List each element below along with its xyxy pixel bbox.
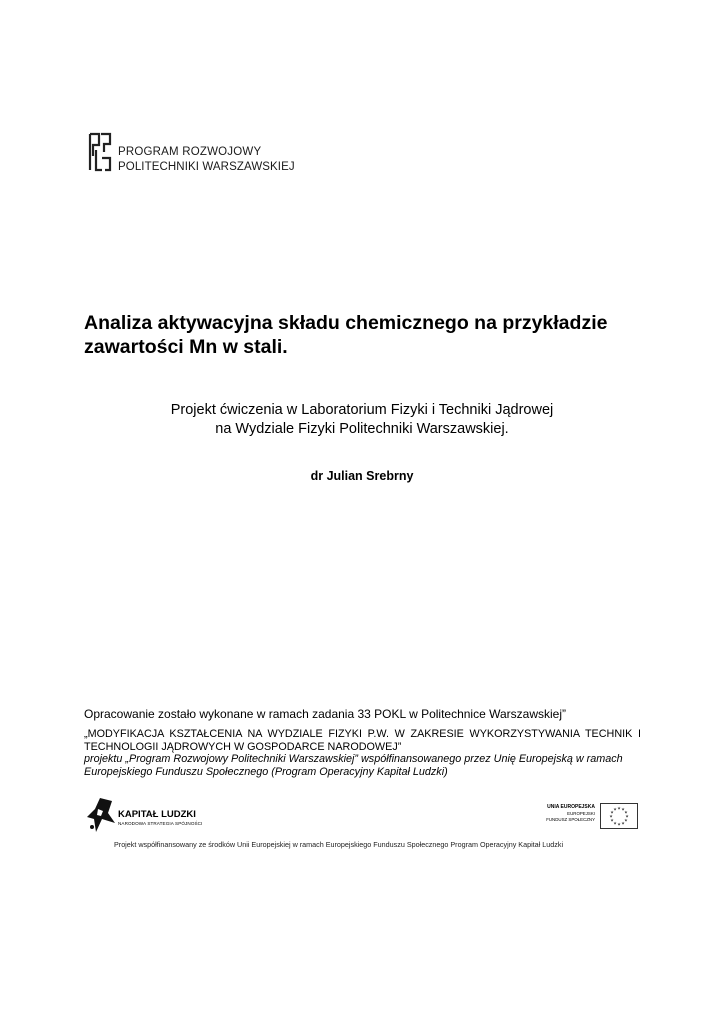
logo-line-1: PROGRAM ROZWOJOWY — [118, 146, 262, 158]
title-line-2: zawartości Mn w stali. — [84, 336, 288, 358]
project-caps-text: „MODYFIKACJA KSZTAŁCENIA NA WYDZIALE FIZYKI P.W. W ZAKRESIE WYKORZYSTYWANIA TECHNIK I TECHNOLOGII JĄDROWYCH W GOSPODARCE NARODOWEJ” — [84, 728, 641, 753]
document-author: dr Julian Srebrny — [310, 469, 414, 483]
kapital-ludzki-logo — [86, 797, 226, 837]
document-subtitle — [0, 401, 724, 439]
eu-star-icon: ★ — [613, 820, 617, 826]
project-description — [84, 728, 641, 778]
program-rozwojowy-logo — [88, 130, 295, 178]
eu-star-icon: ★ — [610, 817, 614, 823]
eu-line-3: FUNDUSZ SPOŁECZNY — [546, 817, 595, 822]
subtitle-line-2: na Wydziale Fizyki Politechniki Warszawskiej. — [215, 421, 509, 437]
eu-star-icon: ★ — [621, 806, 625, 812]
eu-star-icon: ★ — [624, 809, 628, 815]
eu-flag-icon — [600, 803, 638, 829]
kl-subtitle: NARODOWA STRATEGIA SPÓJNOŚCI — [118, 821, 203, 826]
cofinancing-statement: Projekt współfinansowany ze środków Unii Europejskiej w ramach Europejskiego Funduszu Społecznego Program Operacyjny Kapitał Ludzki — [114, 840, 564, 849]
funding-note: Opracowanie zostało wykonane w ramach zadania 33 POKL w Politechnice Warszawskiej” — [84, 707, 566, 721]
eu-star-icon: ★ — [617, 805, 621, 811]
eu-star-icon: ★ — [621, 820, 625, 826]
logo-line-2: POLITECHNIKI WARSZAWSKIEJ — [118, 161, 295, 173]
kapital-ludzki-emblem-icon — [86, 797, 116, 833]
eu-line-2: EUROPEJSKI — [567, 811, 595, 816]
eu-star-icon: ★ — [610, 809, 614, 815]
eu-star-icon: ★ — [624, 817, 628, 823]
eu-logo — [538, 803, 638, 829]
eu-star-icon: ★ — [609, 813, 613, 819]
project-italic-line-1: projektu „Program Rozwojowy Politechniki Warszawskiej” współfinansowanego przez Unię Europejską w ramach — [84, 753, 623, 765]
document-title — [84, 311, 644, 359]
eu-star-icon: ★ — [617, 821, 621, 827]
eu-star-icon: ★ — [613, 806, 617, 812]
subtitle-line-1: Projekt ćwiczenia w Laboratorium Fizyki i Techniki Jądrowej — [170, 402, 554, 418]
eu-star-icon: ★ — [625, 813, 629, 819]
title-line-1: Analiza aktywacyjna składu chemicznego na przykładzie — [84, 312, 608, 334]
kl-title: KAPITAŁ LUDZKI — [118, 809, 196, 820]
pr-monogram-icon — [88, 132, 112, 172]
eu-title: UNIA EUROPEJSKA — [547, 804, 595, 810]
project-italic-line-2: Europejskiego Funduszu Społecznego (Program Operacyjny Kapitał Ludzki) — [84, 765, 448, 778]
